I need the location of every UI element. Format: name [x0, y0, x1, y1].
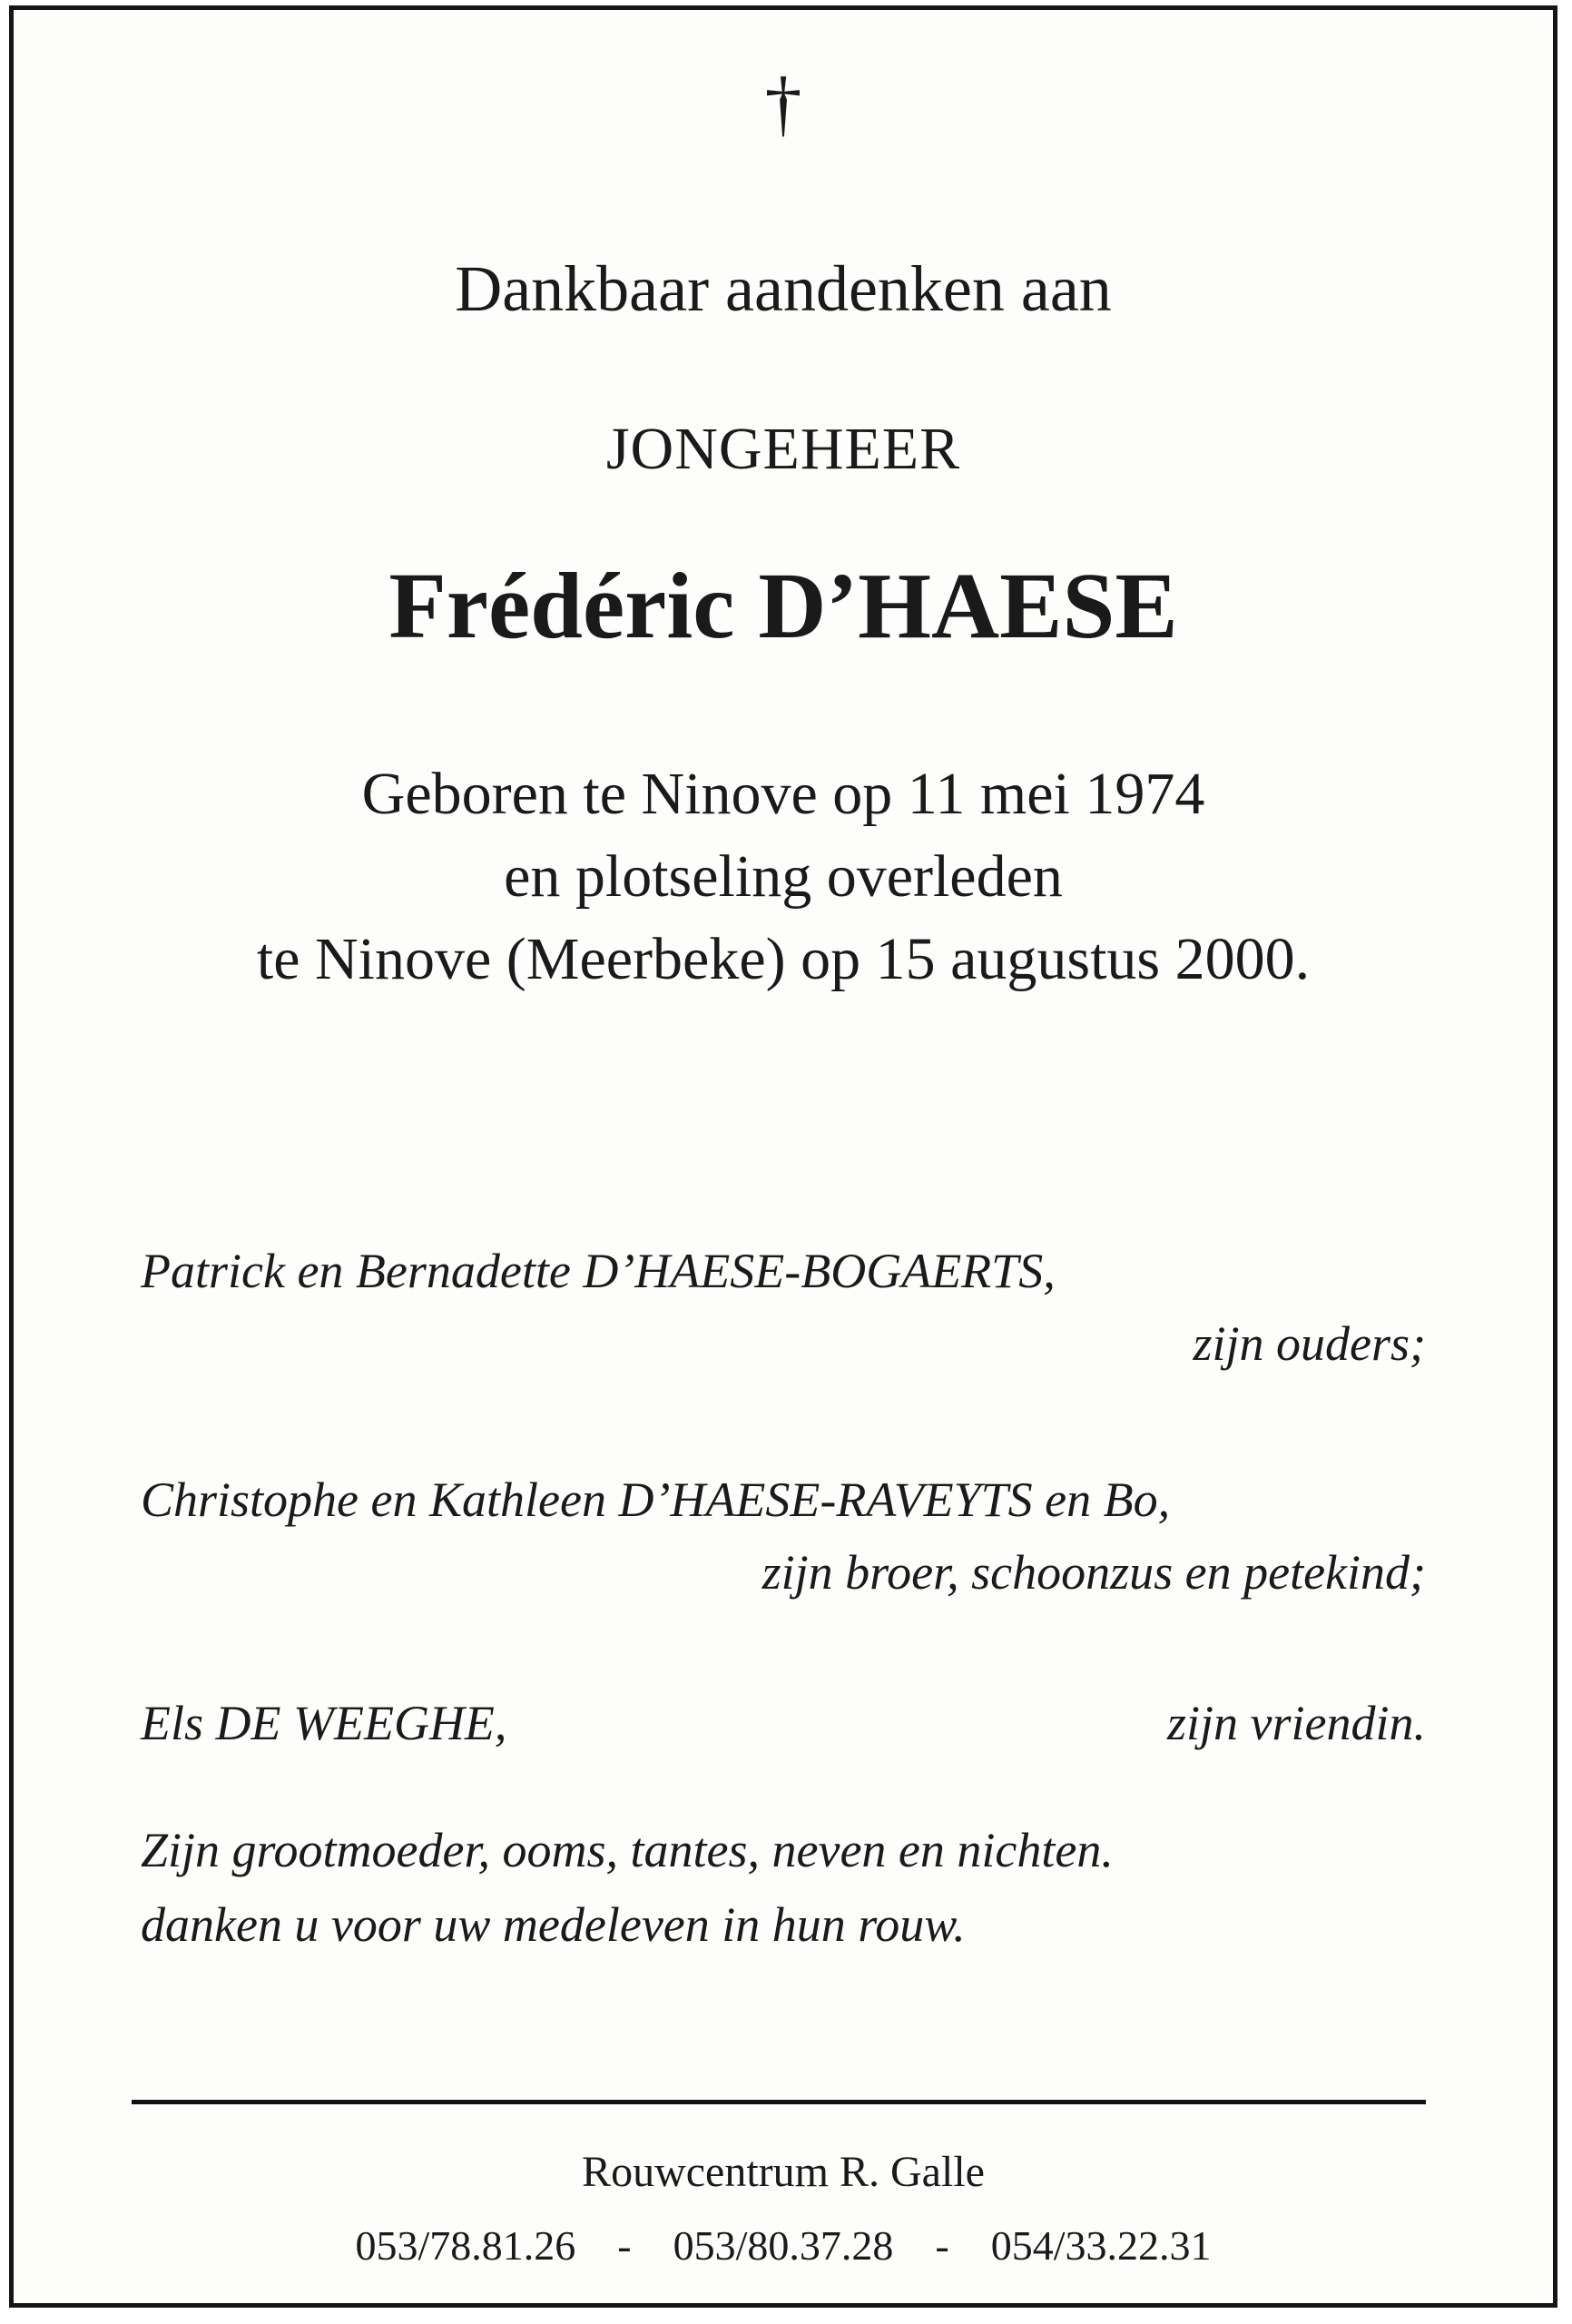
brother-relation: zijn broer, schoonzus en petekind; — [761, 1545, 1426, 1600]
phone-number-2: 053/80.37.28 — [673, 2222, 894, 2269]
family-line-2: danken u voor uw medeleven in hun rouw. — [141, 1897, 966, 1952]
phone-number-1: 053/78.81.26 — [355, 2222, 576, 2269]
parents-relation: zijn ouders; — [1193, 1316, 1426, 1371]
parents-names: Patrick en Bernadette D’HAESE-BOGAERTS, — [141, 1244, 1056, 1298]
deceased-name: Frédéric D’HAESE — [388, 554, 1178, 658]
memorial-card — [9, 5, 1557, 2308]
cross-icon: † — [764, 62, 802, 144]
bio-block — [14, 753, 1553, 1000]
intro-text: Dankbaar aandenken aan — [455, 252, 1112, 325]
phone-number-3: 054/33.22.31 — [990, 2222, 1212, 2269]
birth-line: Geboren te Ninove op 11 mei 1974 — [361, 761, 1205, 827]
girlfriend-relation: zijn vriendin. — [1167, 1696, 1426, 1750]
phone-numbers — [14, 2223, 1553, 2270]
death-line-2: te Ninove (Meerbeke) op 15 augustus 2000. — [256, 926, 1311, 993]
family-line-1: Zijn grootmoeder, ooms, tantes, neven en nichten. — [141, 1823, 1114, 1877]
girlfriend-name: Els DE WEEGHE, — [141, 1696, 507, 1750]
honorific-title: JONGEHEER — [605, 416, 961, 482]
brother-names: Christophe en Kathleen D’HAESE-RAVEYTS en Bo, — [141, 1472, 1171, 1527]
funeral-home: Rouwcentrum R. Galle — [582, 2148, 985, 2196]
death-line-1: en plotseling overleden — [504, 843, 1063, 911]
divider — [132, 2100, 1426, 2104]
phone-separator: - — [935, 2222, 949, 2269]
phone-separator: - — [617, 2222, 632, 2269]
